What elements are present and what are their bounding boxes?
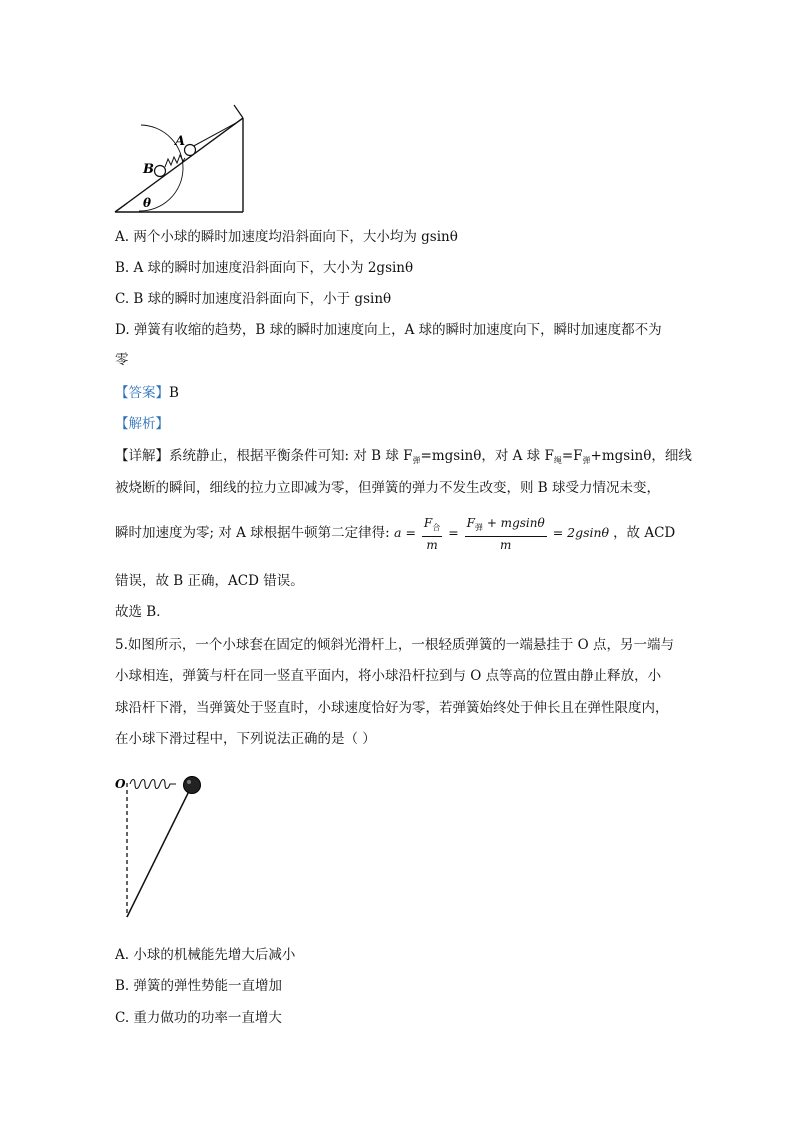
eq-result: = 2gsinθ	[552, 525, 610, 540]
detail-line-5: 故选 B．	[115, 604, 170, 620]
eq-fraction-1	[422, 515, 442, 553]
incline-figure	[110, 100, 250, 220]
eq-fs: F	[466, 515, 475, 530]
eq-m2: m	[499, 537, 512, 552]
detail-l1-b: =mgsinθ，对 A 球 F	[420, 448, 554, 464]
eq-m1: m	[426, 537, 438, 552]
q5-option-c: C. 重力做功的功率一直增大	[115, 1010, 282, 1026]
detail-tag: 【详解】	[115, 448, 169, 464]
detail-l3-b: ，故 ACD	[613, 525, 676, 541]
q5-line-1: 5.如图所示，一个小球套在固定的倾斜光滑杆上，一根轻质弹簧的一端悬挂于 O 点，另一端与	[115, 637, 675, 653]
rod-spring-figure	[110, 765, 210, 925]
label-theta: θ	[143, 196, 152, 210]
eq-a: a =	[394, 525, 416, 540]
q5-option-b: B. 弹簧的弹性势能一直增加	[115, 978, 283, 994]
q4-option-d-line2: 零	[115, 352, 129, 368]
q5-option-a: A. 小球的机械能先增大后减小	[115, 947, 296, 963]
q4-option-d-line1: D. 弹簧有收缩的趋势，B 球的瞬时加速度向上，A 球的瞬时加速度向下，瞬时加速度都不为	[115, 322, 662, 338]
detail-line-1	[115, 447, 692, 470]
eq-fs-sub: 弹	[475, 522, 483, 532]
q4-option-b: B. A 球的瞬时加速度沿斜面向下，大小为 2gsinθ	[115, 260, 414, 276]
q5-line-2: 小球相连，弹簧与杆在同一竖直平面内，将小球沿杆拉到与 O 点等高的位置由静止释放，小	[115, 668, 662, 684]
detail-line-4: 错误，故 B 正确，ACD 错误。	[115, 573, 304, 589]
eq-f: F	[423, 515, 433, 530]
inclined-rod	[127, 781, 194, 917]
label-b: B	[143, 162, 154, 177]
detail-line-3	[115, 513, 675, 553]
analysis-line	[115, 415, 169, 433]
detail-l1-c: =F	[561, 448, 583, 464]
label-a: A	[175, 134, 186, 149]
answer-value: B	[169, 385, 179, 401]
detail-l1-sub3: 弹	[582, 456, 591, 465]
detail-line-2: 被烧断的瞬间，细线的拉力立即减为零，但弹簧的弹力不发生改变，则 B 球受力情况未变，	[115, 480, 661, 496]
ball-b	[155, 166, 166, 177]
ball-a	[185, 145, 196, 156]
q5-line-3: 球沿杆下滑，当弹簧处于竖直时，小球速度恰好为零，若弹簧始终处于伸长且在弹性限度内，	[115, 700, 669, 716]
equation: a = $\frac{F_合}{m}$ = $\frac{F_弹 + mgsin\theta}{m}$ = 2gsinθ	[394, 515, 610, 552]
answer-tag: 【答案】	[115, 385, 169, 401]
ball-highlight	[187, 780, 191, 784]
spring-icon	[130, 780, 176, 789]
detail-l3-a: 瞬时加速度为零; 对 A 球根据牛顿第二定律得:	[115, 525, 390, 541]
analysis-tag: 【解析】	[115, 416, 169, 432]
q5-line-4: 在小球下滑过程中，下列说法正确的是（ ）	[115, 731, 376, 747]
detail-l1-sub2: 绳	[553, 456, 562, 465]
detail-l1-a: 系统静止，根据平衡条件可知: 对 B 球 F	[169, 448, 413, 464]
label-o: O	[115, 777, 126, 791]
q4-option-c: C. B 球的瞬时加速度沿斜面向下，小于 gsinθ	[115, 291, 392, 307]
q4-option-a: A. 两个小球的瞬时加速度均沿斜面向下，大小均为 gsinθ	[115, 229, 458, 245]
detail-l1-sub1: 弹	[412, 456, 421, 465]
answer-line	[115, 384, 179, 402]
eq-plus: + mgsinθ	[483, 515, 545, 530]
ball	[184, 777, 201, 794]
eq-fraction-2	[465, 515, 547, 553]
detail-l1-d: +mgsinθ，细线	[590, 448, 692, 464]
eq-f-sub: 合	[432, 522, 441, 532]
